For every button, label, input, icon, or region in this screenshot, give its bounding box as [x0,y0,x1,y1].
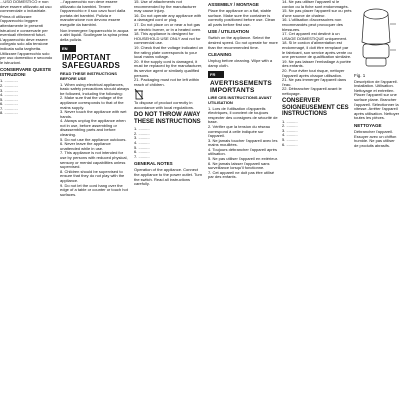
warnings-list-continued: 14. Ne pas utiliser l'appareil si le cordon ou la fiche sont endommagés. 15. Ne pas placer l'appareil sur ou près d'une source de chaleur. 16. L'utilisation d'accessoires non recommandés peut provoquer des blessures. 17. Cet appareil est destiné à un USAGE DOMESTIQUE uniquement. 18. Si le cordon d'alimentation est endommagé, il doit être remplacé par le fabricant, son service après-vente ou une personne de qualification similaire. 19. Ne pas laisser l'emballage à portée des enfants. 20. Pour éviter tout risque, nettoyer l'appareil après chaque utilisation. 21. Ne pas immerger l'appareil dans l'eau. 22. Débrancher l'appareil avant le nettoyage. [282,0,352,96]
assembly-text: Place the appliance on a flat, stable surface. Make sure the container is correctly positioned before use. Clean all parts before first use. [208,8,277,27]
column-3-english [134,0,204,400]
keep-instructions-heading: DO NOT THROW AWAY THESE INSTRUCTIONS [134,112,201,125]
language-badge: EN [60,45,76,52]
use-heading: USE / UTILISATION [208,29,249,35]
notes-text: Operation of the appliance. Connect the appliance to the power outlet. Turn the switch. Read all instructions carefully. [134,167,204,187]
column-4-french [208,0,278,400]
warnings-list: 1. Lors de l'utilisation d'appareils électriques, il convient de toujours respecter des consignes de sécurité de base. 2. Vérifier que la tension du réseau correspond à celle indiquée sur l'appareil. 3. Ne jamais toucher l'appareil avec les mains mouillées. 4. Toujours débrancher l'appareil après utilisation. 5. Ne pas utiliser l'appareil en extérieur. 6. Ne jamais laisser l'appareil sans surveillance lorsqu'il fonctionne. 7. Cet appareil ne doit pas être utilisé par des enfants. [208,105,278,180]
safeguards-intro: READ THESE INSTRUCTIONS BEFORE USE [60,71,119,81]
keep-instructions-heading: CONSERVER SOIGNEUSEMENT CES INSTRUCTIONS [282,98,349,118]
use-text: Switch on the appliance. Select the desired speed. Do not operate for more than the recommended time. [208,35,279,50]
column-5-french [282,0,352,400]
warnings-intro: LIRE CES INSTRUCTIONS AVANT UTILISATION [208,95,273,105]
column-1-italian [0,0,56,400]
parts-list: 1. .......... 2. .......... 3. .......... 4. .......... 5. .......... 6. .......... 7. .......... [134,126,150,159]
parts-list: 1. ............ 2. ............ 3. ............ 4. ............ 5. ............ 6. ............ 7. ............ 8. ............ [0,78,18,116]
cleaning-heading: CLEANING [208,52,232,58]
section-heading: CONSERVARE QUESTE ISTRUZIONI [0,67,52,78]
warnings-heading: AVERTISSEMENTS IMPORTANTS [210,80,272,95]
language-badge: FR [208,71,224,78]
intro-text: ...USO DOMESTICO e non deve essere utilizzato ad uso commerciale o industriale. [0,0,53,14]
continuation-text-2: Non immergere l'apparecchio in acqua o altri liquidi. Scollegare la spina prima della pulizia. [60,27,130,42]
notes-heading: GENERAL NOTES [134,161,173,167]
appliance-figure [354,4,398,74]
body-text: Prima di utilizzare l'apparecchio leggere attentamente le presenti istruzioni e conservarle per eventuali riferimenti futuri. L'apparecchio deve essere collegato solo alla tensione indicata sulla targhetta. Utilizzare l'apparecchio solo per uso domestico e secondo le istruzioni. [0,13,54,65]
cleaning-heading: NETTOYAGE [354,122,382,128]
safeguards-heading: IMPORTANT SAFEGUARDS [62,53,121,71]
column-6-figure [354,0,400,400]
safeguards-list-continued: 15. Use of attachments not recommended by the manufacturer may cause injury. 16. Do not operate any appliance with a damaged cord or plug. 17. Do not place on or near a hot gas or electric burner, or in a heated oven. 18. This appliance is designed for HOUSEHOLD USE ONLY and not for commercial use. 19. Check that the voltage indicated on the rating plate corresponds to your local mains voltage. 20. If the supply cord is damaged, it must be replaced by the manufacturer, its service agent or similarly qualified persons. 21. Packaging must not be left within reach of children. [134,0,204,87]
bin-icon [134,88,144,100]
disposal-text: To dispose of product correctly in accordance with local regulations. [134,100,195,110]
parts-list: 1. .......... 2. .......... 3. .......... 4. .......... 5. .......... 6. .......... [282,118,298,147]
cleaning-text: Unplug before cleaning. Wipe with a damp cloth. [208,58,274,68]
description-text: Description de l'appareil. Installation. Utilisation. Nettoyage et entretien. Placer l'appareil sur une surface plane. Brancher l'appareil. Sélectionner la vitesse. Arrêter l'appareil après utilisation. Nettoyer toutes les pièces. [354,78,400,121]
assembly-heading: ASSEMBLY / MONTAGE [208,2,259,7]
continuation-text: ...l'apparecchio non deve essere utilizzato da bambini. Tenere l'apparecchio e il suo cavo fuori dalla portata dei bambini. Pulizia e manutenzione non devono essere eseguite da bambini. [60,0,127,27]
column-2-english [60,0,130,400]
figure-label: Fig. 1 [354,73,366,78]
cleaning-text: Débrancher l'appareil. Essuyer avec un chiffon humide. Ne pas utiliser de produits abrasifs. [354,128,398,148]
safeguards-list: 1. When using electrical appliances, basic safety precautions should always be followed, including the following: 2. Make sure that the voltage of the appliance corresponds to that of the mains supply. 3. Never touch the appliance with wet hands. 4. Always unplug the appliance when not in use, before assembling or disassembling parts and before cleaning. 5. Do not use the appliance outdoors. 6. Never leave the appliance unattended while in use. 7. This appliance is not intended for use by persons with reduced physical, sensory or mental capabilities unless supervised. 8. Children should be supervised to ensure that they do not play with the appliance. 9. Do not let the cord hang over the edge of a table or counter or touch hot surfaces. [60,81,130,197]
